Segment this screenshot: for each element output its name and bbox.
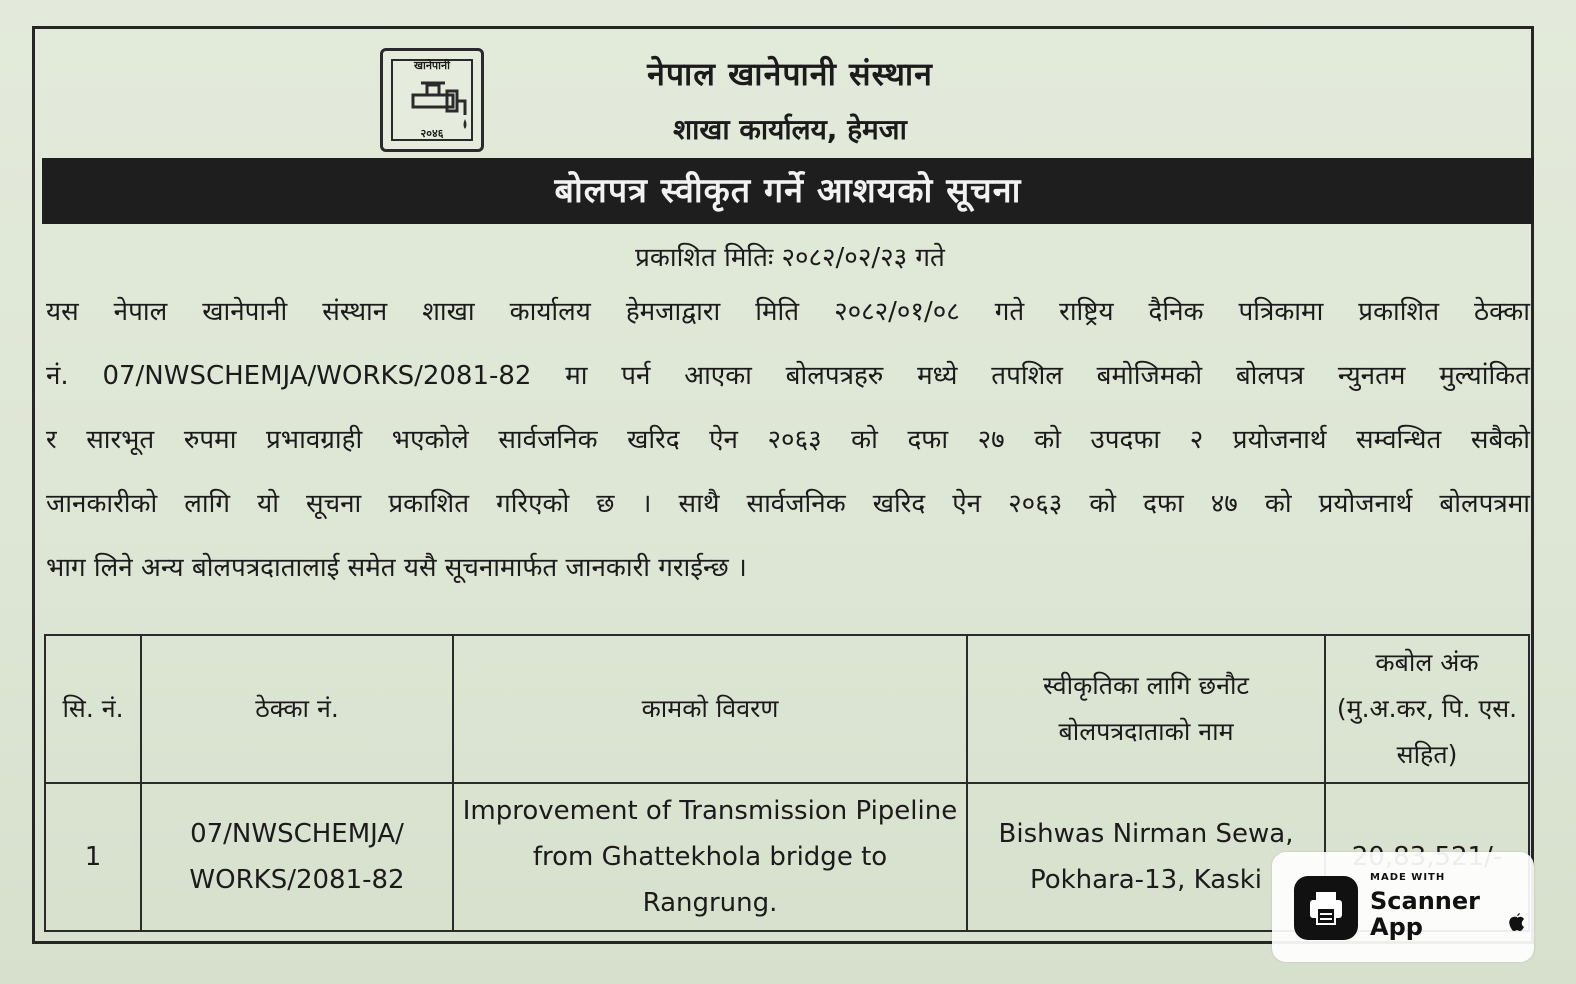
logo-top-text: खानेपानी (413, 59, 450, 72)
notice-title-banner: बोलपत्र स्वीकृत गर्ने आशयको सूचना (42, 158, 1534, 224)
branch-name: शाखा कार्यालय, हेमजा (673, 113, 907, 146)
body-line-3: र सारभूत रुपमा प्रभावग्राही भएकोले सार्वजनिक खरिद ऐन २०६३ को दफा २७ को उपदफा २ प्रयोजनार्थ सम्वन्धित सबैको (46, 425, 1530, 455)
header-serial-no: सि. नं. (45, 635, 141, 783)
body-line-1: यस नेपाल खानेपानी संस्थान शाखा कार्यालय हेमजाद्वारा मिति २०८२/०१/०८ गते राष्ट्रिय दैनिक पत्रिकामा प्रकाशित ठेक्का (46, 297, 1530, 327)
logo-inner-frame (391, 59, 473, 141)
cell-contract-no: 07/NWSCHEMJA/ WORKS/2081-82 (141, 783, 453, 931)
nwsc-logo (380, 48, 484, 152)
table-header-row (45, 635, 1529, 783)
apple-icon (1508, 912, 1526, 932)
header-bidder-name: स्वीकृतिका लागि छनौट बोलपत्रदाताको नाम (967, 635, 1325, 783)
header-contract-no: ठेक्का नं. (141, 635, 453, 783)
scanner-printer-icon (1294, 876, 1358, 940)
body-line-4: जानकारीको लागि यो सूचना प्रकाशित गरिएको छ । साथै सार्वजनिक खरिद ऐन २०६३ को दफा ४७ को प्रयोजनार्थ बोलपत्रमा (46, 489, 1530, 519)
made-with-label: MADE WITH (1370, 872, 1446, 883)
cell-bidder-name: Bishwas Nirman Sewa, Pokhara-13, Kaski (967, 783, 1325, 931)
body-line-2: नं. 07/NWSCHEMJA/WORKS/2081-82 मा पर्न आएका बोलपत्रहरु मध्ये तपशिल बमोजिमको बोलपत्र न्युनतम मुल्यांकित (46, 361, 1530, 391)
header-bid-amount: कबोल अंक (मु.अ.कर, पि. एस. सहित) (1325, 635, 1529, 783)
logo-bottom-text: २०४६ (420, 127, 444, 140)
scanner-app-watermark (1272, 852, 1534, 962)
header-description: कामको विवरण (453, 635, 967, 783)
cell-serial-no: 1 (45, 783, 141, 931)
published-date: प्रकाशित मितिः २०८२/०२/२३ गते (635, 243, 945, 273)
body-line-5: भाग लिने अन्य बोलपत्रदातालाई समेत यसै सूचनामार्फत जानकारी गराईन्छ । (46, 553, 747, 583)
scanner-app-name: Scanner App (1370, 887, 1480, 941)
org-name: नेपाल खानेपानी संस्थान (647, 55, 933, 93)
cell-description: Improvement of Transmission Pipeline from Ghattekhola bridge to Rangrung. (453, 783, 967, 931)
